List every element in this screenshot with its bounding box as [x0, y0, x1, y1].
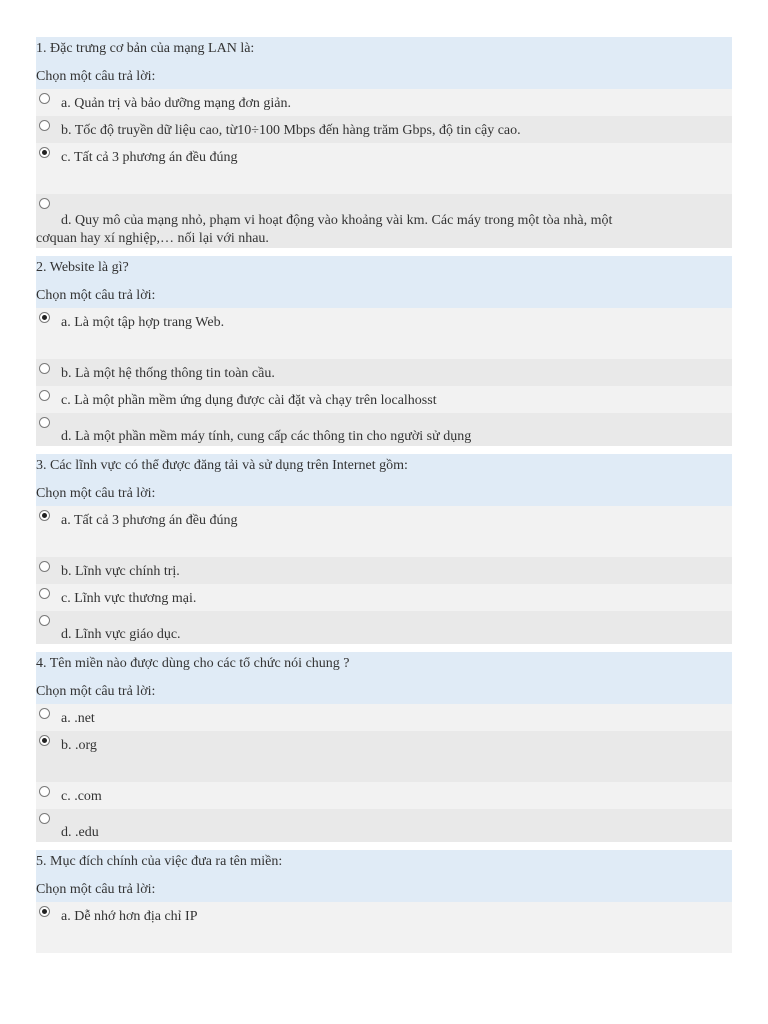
question-text: 1. Đặc trưng cơ bản của mạng LAN là: — [36, 41, 255, 56]
question-text: 4. Tên miền nào được dùng cho các tổ chức nói chung ? — [36, 656, 350, 671]
radio-button-selected[interactable] — [39, 735, 50, 746]
radio-button-selected[interactable] — [39, 906, 50, 917]
radio-button[interactable] — [39, 588, 50, 599]
radio-button[interactable] — [39, 786, 50, 797]
radio-button-selected[interactable] — [39, 510, 50, 521]
radio-button[interactable] — [39, 120, 50, 131]
option-label: a. Dễ nhớ hơn địa chỉ IP — [61, 909, 198, 924]
question-header — [36, 454, 732, 506]
answer-prompt: Chọn một câu trả lời: — [36, 69, 156, 84]
answer-prompt: Chọn một câu trả lời: — [36, 288, 156, 303]
answer-option-b[interactable] — [36, 731, 732, 782]
option-label: b. Tốc độ truyền dữ liệu cao, từ10÷100 Mbps đến hàng trăm Gbps, độ tin cậy cao. — [61, 123, 521, 138]
answer-option-d[interactable] — [36, 611, 732, 644]
radio-button[interactable] — [39, 390, 50, 401]
answer-option-b[interactable] — [36, 557, 732, 584]
answer-option-c[interactable] — [36, 584, 732, 611]
answer-option-b[interactable] — [36, 116, 732, 143]
answer-option-a[interactable] — [36, 704, 732, 731]
answer-option-c[interactable] — [36, 782, 732, 809]
question-text: 3. Các lĩnh vực có thể được đăng tải và sử dụng trên Internet gồm: — [36, 458, 408, 473]
option-label: d. .edu — [61, 825, 99, 840]
option-label: c. Lĩnh vực thương mại. — [61, 591, 197, 606]
question-3 — [36, 454, 732, 644]
radio-button-selected[interactable] — [39, 147, 50, 158]
question-1 — [36, 37, 732, 248]
option-label: a. Là một tập hợp trang Web. — [61, 315, 225, 330]
option-label-line1: d. Quy mô của mạng nhỏ, phạm vi hoạt động vào khoảng vài km. Các máy trong một tòa nhà, một — [61, 213, 613, 228]
answer-option-d[interactable] — [36, 809, 732, 842]
option-label: b. Lĩnh vực chính trị. — [61, 564, 180, 579]
radio-button[interactable] — [39, 561, 50, 572]
radio-button[interactable] — [39, 708, 50, 719]
answer-option-a[interactable] — [36, 89, 732, 116]
answer-option-d[interactable] — [36, 194, 732, 248]
option-label: b. Là một hệ thống thông tin toàn cầu. — [61, 366, 275, 381]
answer-option-c[interactable] — [36, 386, 732, 413]
question-2 — [36, 256, 732, 446]
question-header — [36, 256, 732, 308]
question-header — [36, 37, 732, 89]
question-header — [36, 652, 732, 704]
question-4 — [36, 652, 732, 842]
answer-prompt: Chọn một câu trả lời: — [36, 486, 156, 501]
option-label: a. .net — [61, 711, 95, 726]
radio-button[interactable] — [39, 615, 50, 626]
option-label: d. Lĩnh vực giáo dục. — [61, 627, 181, 642]
question-text: 5. Mục đích chính của việc đưa ra tên miền: — [36, 854, 283, 869]
option-label: a. Tất cả 3 phương án đều đúng — [61, 513, 238, 528]
radio-button[interactable] — [39, 93, 50, 104]
option-label — [36, 194, 732, 248]
question-text: 2. Website là gì? — [36, 260, 129, 275]
radio-button[interactable] — [39, 198, 50, 209]
question-header — [36, 850, 732, 902]
answer-option-a[interactable] — [36, 308, 732, 359]
option-label: b. .org — [61, 738, 97, 753]
radio-button[interactable] — [39, 417, 50, 428]
answer-prompt: Chọn một câu trả lời: — [36, 882, 156, 897]
option-label: d. Là một phần mềm máy tính, cung cấp các thông tin cho người sử dụng — [61, 429, 472, 444]
answer-option-b[interactable] — [36, 359, 732, 386]
answer-option-a[interactable] — [36, 902, 732, 953]
option-label: c. .com — [61, 789, 102, 804]
answer-option-d[interactable] — [36, 413, 732, 446]
option-label-line2: cơquan hay xí nghiệp,… nối lại với nhau. — [36, 231, 269, 246]
radio-button-selected[interactable] — [39, 312, 50, 323]
question-5 — [36, 850, 732, 953]
answer-option-c[interactable] — [36, 143, 732, 194]
option-label: c. Tất cả 3 phương án đều đúng — [61, 150, 238, 165]
answer-prompt: Chọn một câu trả lời: — [36, 684, 156, 699]
answer-option-a[interactable] — [36, 506, 732, 557]
radio-button[interactable] — [39, 363, 50, 374]
quiz-container — [36, 37, 732, 961]
option-label: c. Là một phần mềm ứng dụng được cài đặt và chạy trên localhosst — [61, 393, 437, 408]
option-label: a. Quản trị và bảo dưỡng mạng đơn giản. — [61, 96, 292, 111]
radio-button[interactable] — [39, 813, 50, 824]
